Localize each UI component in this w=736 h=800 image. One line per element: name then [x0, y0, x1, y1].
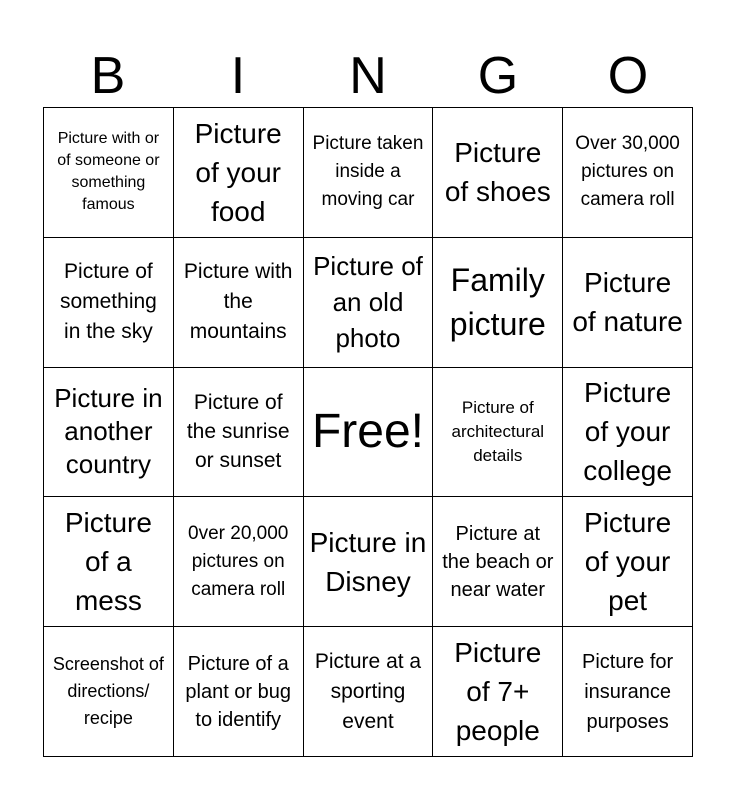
- cell-label: Picture with or of someone or something famous: [57, 130, 160, 214]
- bingo-header: [43, 44, 693, 108]
- header-letter-b: B: [90, 47, 126, 105]
- cell-label: 0ver 20,000 pictures on camera roll: [188, 522, 289, 600]
- cell-label: Picture in Disney: [309, 526, 427, 597]
- bingo-cell[interactable]: [304, 497, 434, 627]
- bingo-cell[interactable]: [433, 368, 563, 498]
- bingo-cell[interactable]: [174, 627, 304, 757]
- cell-label: Picture of the sunrise or sunset: [186, 391, 290, 473]
- bingo-cell[interactable]: [44, 497, 174, 627]
- cell-label: Over 30,000 pictures on camera roll: [575, 133, 680, 211]
- cell-label: Picture of architectural details: [451, 397, 545, 465]
- bingo-cell[interactable]: [44, 368, 174, 498]
- bingo-cell[interactable]: [174, 368, 304, 498]
- bingo-cell[interactable]: [174, 497, 304, 627]
- cell-label: Screenshot of directions/ recipe: [52, 654, 164, 729]
- bingo-cell[interactable]: [433, 497, 563, 627]
- header-letter-n: N: [349, 47, 387, 105]
- cell-label: Picture of nature: [572, 267, 683, 338]
- cell-label: Picture taken inside a moving car: [312, 133, 424, 211]
- cell-label: Picture of a plant or bug to identify: [185, 652, 292, 731]
- free-space[interactable]: [304, 368, 434, 498]
- bingo-cell[interactable]: [563, 497, 693, 627]
- bingo-card: [43, 107, 693, 757]
- bingo-cell[interactable]: [174, 238, 304, 368]
- bingo-cell[interactable]: [44, 238, 174, 368]
- cell-label: Picture at a sporting event: [314, 649, 422, 733]
- cell-label: Picture of a mess: [64, 507, 152, 617]
- bingo-cell[interactable]: [304, 627, 434, 757]
- bingo-cell[interactable]: [304, 238, 434, 368]
- bingo-cell[interactable]: [304, 108, 434, 238]
- bingo-cell[interactable]: [433, 627, 563, 757]
- cell-label: Picture at the beach or near water: [442, 522, 554, 601]
- header-letter-i: I: [230, 47, 246, 105]
- cell-label: Picture of something in the sky: [59, 260, 157, 344]
- bingo-cell[interactable]: [174, 108, 304, 238]
- bingo-cell[interactable]: [563, 238, 693, 368]
- cell-label: Picture with the mountains: [183, 260, 293, 344]
- free-space-label: Free!: [311, 404, 424, 458]
- cell-label: Picture of shoes: [444, 137, 551, 208]
- header-letter-o: O: [607, 47, 649, 105]
- bingo-cell[interactable]: [44, 108, 174, 238]
- bingo-cell[interactable]: [433, 238, 563, 368]
- bingo-cell[interactable]: [44, 627, 174, 757]
- cell-label: Picture of your pet: [584, 507, 672, 617]
- cell-label: Picture of your college: [583, 377, 672, 487]
- cell-label: Picture of an old photo: [313, 251, 423, 354]
- bingo-cell[interactable]: [433, 108, 563, 238]
- cell-label: Picture of 7+ people: [454, 637, 542, 747]
- cell-label: Picture of your food: [194, 117, 282, 227]
- cell-label: Picture for insurance purposes: [582, 650, 674, 733]
- cell-label: Picture in another country: [54, 383, 163, 480]
- bingo-cell[interactable]: [563, 108, 693, 238]
- header-letter-g: G: [477, 47, 519, 105]
- bingo-cell[interactable]: [563, 627, 693, 757]
- bingo-cell[interactable]: [563, 368, 693, 498]
- cell-label: Family picture: [449, 262, 546, 343]
